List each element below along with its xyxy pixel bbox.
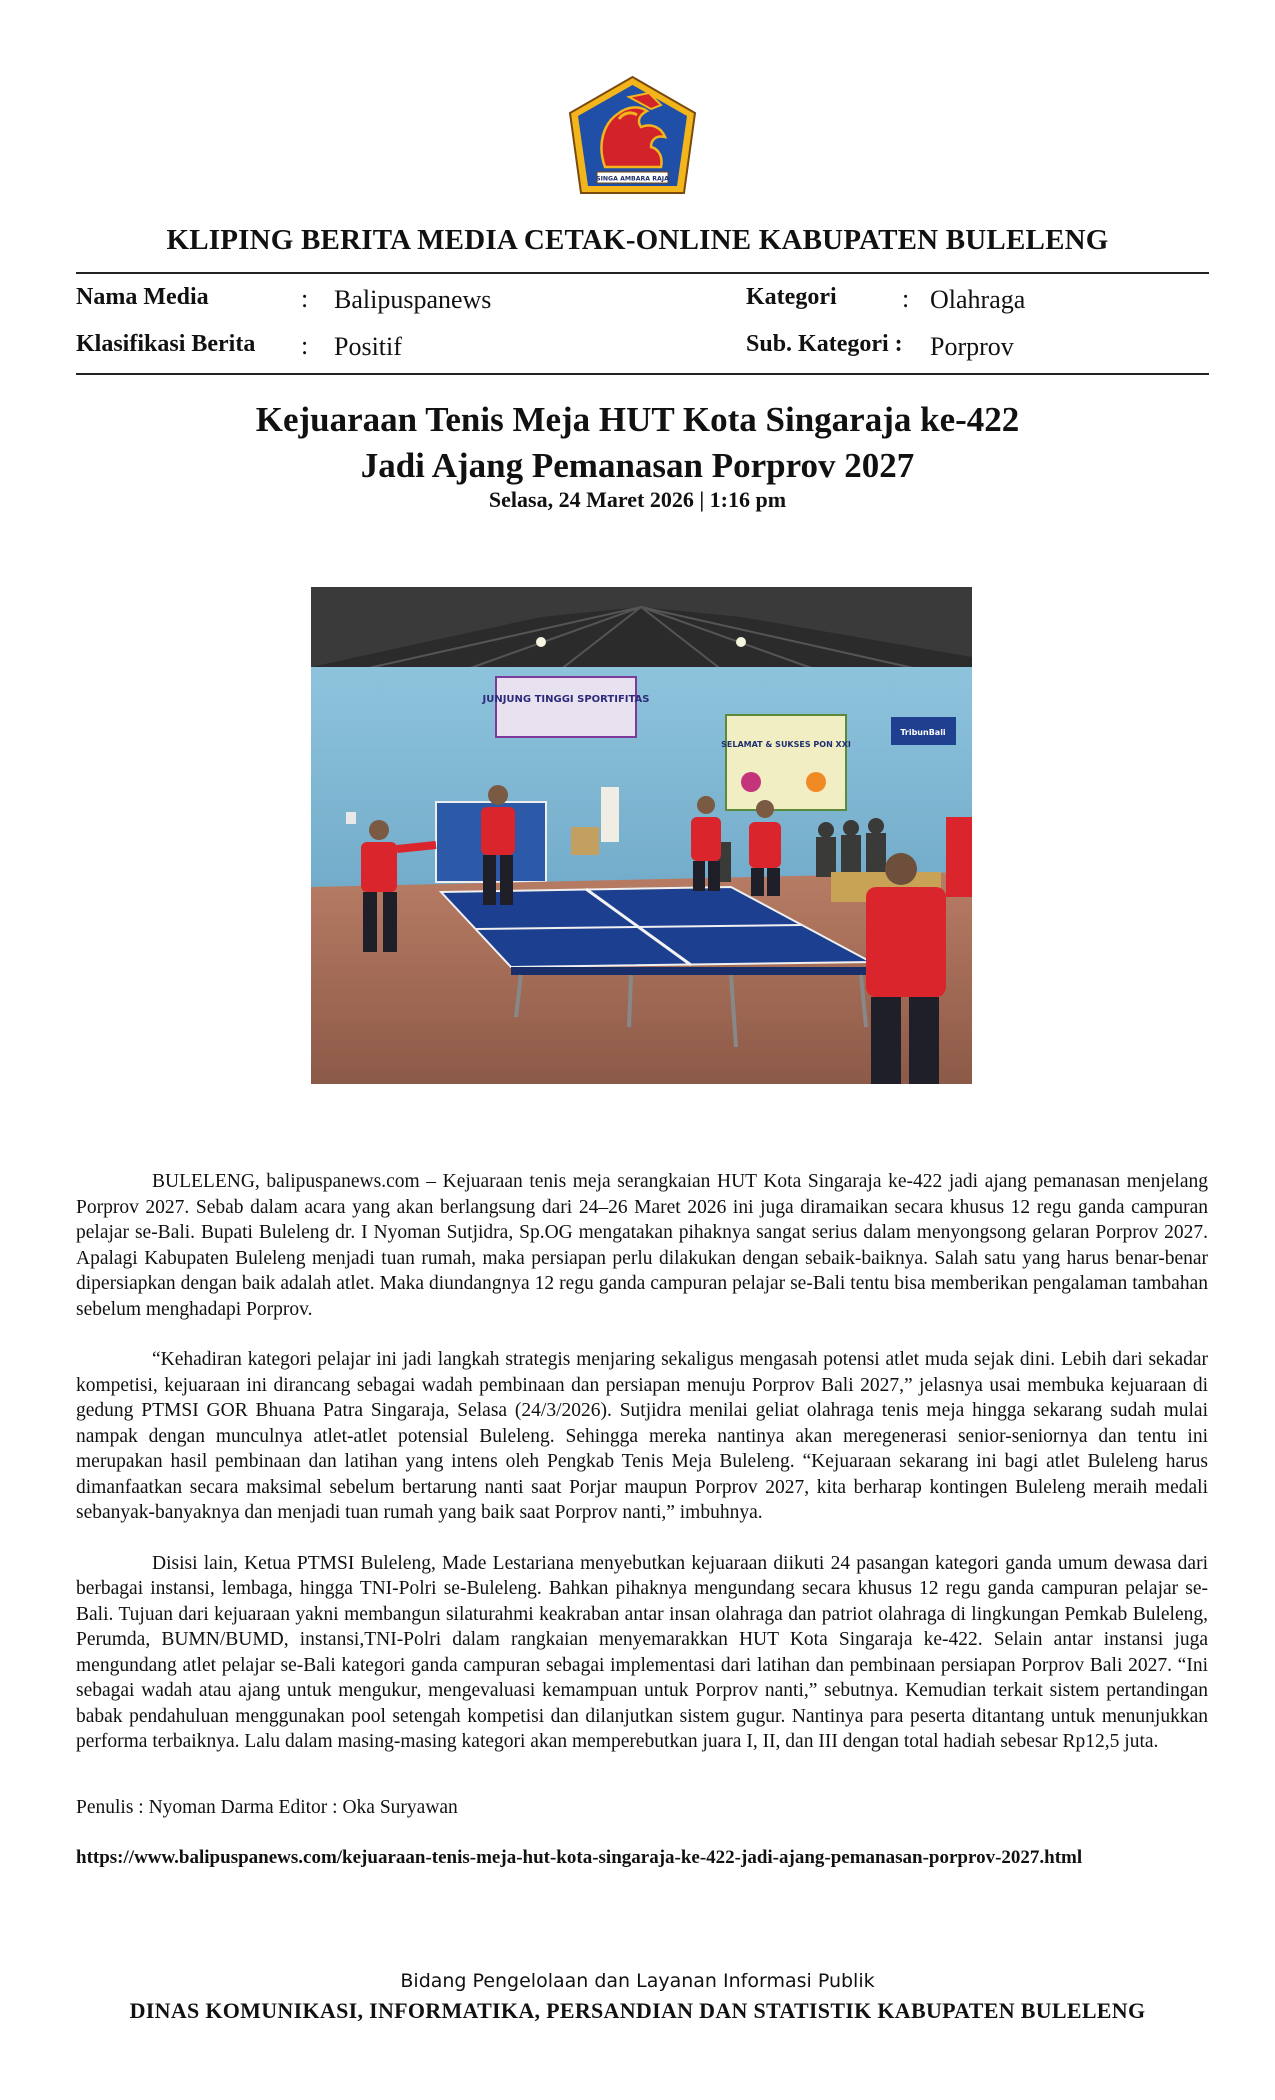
kategori-colon: : [902,284,910,313]
banner-right-text: SELAMAT & SUKSES PON XXI [721,740,851,749]
media-colon: : [301,284,309,313]
media-label: Nama Media [76,284,209,310]
headline-line-2: Jadi Ajang Pemanasan Porprov 2027 [360,446,915,485]
media-value: Balipuspanews [334,285,492,314]
klasifikasi-label: Klasifikasi Berita [76,331,256,357]
banner-left-text: JUNJUNG TINGGI SPORTIFITAS [482,694,650,705]
publish-date: Selasa, 24 Maret 2026 | 1:16 pm [488,487,787,512]
article-credits: Penulis : Nyoman Darma Editor : Oka Suryawan [76,1797,458,1818]
article-url: https://www.balipuspanews.com/kejuaraan-tenis-meja-hut-kota-singaraja-ke-422-jadi-ajang-pemanasan-porprov-2027.html [76,1847,1083,1868]
paragraph-2: “Kehadiran kategori pelajar ini jadi langkah strategis menjaring sekaligus mengasah potensi atlet muda sejak dini. Lebih dari sekadar kompetisi, kejuaraan ini dirancang sebagai wadah pembinaan dan persiapan menuju Porprov Bali 2027,” jelasnya usai membuka kejuaraan di gedung PTMSI GOR Bhuana Patra Singaraja, Selasa (24/3/2026). Sutjidra menilai geliat olahraga tenis meja hingga sekarang sudah mulai nampak dengan munculnya atlet-atlet potensial Buleleng. Sehingga mereka nantinya akan meregenerasi senior-seniornya dan tentu ini merupakan hasil pembinaan dan latihan yang intens oleh Pengkab Tenis Meja Buleleng. “Kejuaraan sekarang ini bagi atlet Buleleng harus dimanfaatkan secara maksimal sebelum bertarung nanti saat Porjar maupun Porprov 2027, kita berharap kontingen Buleleng meraih medali sebanyak-banyaknya dan menjadi tuan rumah yang baik saat Porprov nanti,” imbuhnya. [76,1349,1208,1523]
headline-line-1: Kejuaraan Tenis Meja HUT Kota Singaraja ke-422 [255,400,1020,439]
kategori-value: Olahraga [930,285,1026,314]
sub-kategori-value: Porprov [930,332,1014,361]
clipping-title: KLIPING BERITA MEDIA CETAK-ONLINE KABUPATEN BULELENG [166,224,1109,256]
banner-brand-text: TribunBali [900,728,946,737]
header-divider-top [76,272,1209,274]
article-photo [311,587,972,1084]
kategori-label: Kategori [746,284,837,310]
klasifikasi-value: Positif [334,332,402,361]
article-body [76,1169,1208,1780]
header-divider-bottom [76,373,1209,375]
footer-agency: DINAS KOMUNIKASI, INFORMATIKA, PERSANDIAN DAN STATISTIK KABUPATEN BULELENG [129,1998,1146,2023]
klasifikasi-colon: : [301,331,309,360]
sub-kategori-label: Sub. Kategori : [746,331,903,357]
paragraph-3: Disisi lain, Ketua PTMSI Buleleng, Made Lestariana menyebutkan kejuaraan diikuti 24 pasangan kategori ganda umum dewasa dari berbagai instansi, lembaga, hingga TNI-Polri se-Buleleng. Bahkan pihaknya mengundang secara khusus 12 regu ganda campuran pelajar se-Bali. Tujuan dari kejuaraan yakni membangun silaturahmi keakraban antar insan olahraga dan patriot olahraga di lingkungan Pemkab Buleleng, Perumda, BUMN/BUMD, instansi,TNI-Polri dalam rangkaian menyemarakkan HUT Kota Singaraja ke-422. Selain antar instansi juga mengundang atlet pelajar se-Bali kategori ganda campuran sebagai implementasi dari latihan dan pembinaan persiapan Porprov Bali 2027. “Ini sebagai wadah atau ajang untuk mengukur, mengevaluasi kemampuan untuk Porprov nanti,” sebutnya. Kemudian terkait sistem pertandingan babak pendahuluan menggunakan pool setengah kompetisi dan dilanjutkan sistem gugur. Nantinya para peserta ditantang untuk menunjukkan performa terbaiknya. Lalu dalam masing-masing kategori akan memperebutkan juara I, II, dan III dengan total hadiah sebesar Rp12,5 juta. [76,1552,1208,1752]
buleleng-emblem-logo [567,75,698,197]
paragraph-1: BULELENG, balipuspanews.com – Kejuaraan tenis meja serangkaian HUT Kota Singaraja ke-422 jadi ajang pemanasan menjelang Porprov 2027. Sebab dalam acara yang akan berlangsung dari 24–26 Maret 2026 ini juga diramaikan secara khusus 12 regu ganda campuran pelajar se-Bali. Bupati Buleleng dr. I Nyoman Sutjidra, Sp.OG mengatakan pihaknya sangat serius dalam menyongsong gelaran Porprov 2027. Apalagi Kabupaten Buleleng menjadi tuan rumah, maka persiapan perlu dilakukan dengan sebaik-baiknya. Salah satu yang harus benar-benar dipersiapkan dengan baik adalah atlet. Maka diundangnya 12 regu ganda campuran pelajar se-Bali tentu bisa memberikan pengalaman tambahan sebelum menghadapi Porprov. [76,1171,1208,1320]
footer-department: Bidang Pengelolaan dan Layanan Informasi Publik [400,1970,875,1992]
logo-motto: SINGA AMBARA RAJA [596,175,669,183]
